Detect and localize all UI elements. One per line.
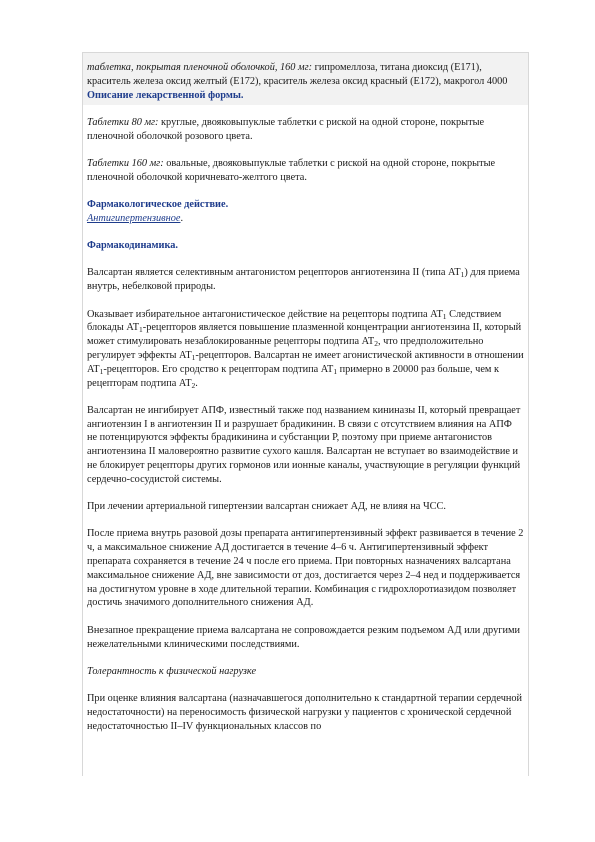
pd-paragraph-1 [87, 266, 524, 294]
pd-paragraph-3: Валсартан не ингибирует АПФ, известный также под названием кининазы II, который превращает ангиотензин I в ангиотензин II и разрушает брадикинин. В связи с отсутствием влияния на АПФ не потенцируются эффекты брадикинина и субстанции Р, поэтому при приеме антагонистов ангиотензина II маловероятно развитие сухого кашля. Валсартан не вступает во взаимодействие и не блокирует рецепторы других гормонов или ионные каналы, участвующие в регуляции функций сердечно-сосудистой системы. [87, 404, 521, 485]
pd-p2-text-c: -рецепторов является повышение плазменной концентрации ангиотензина II, который может стимулировать незаблокированные рецепторы подтипа AT [87, 322, 522, 348]
pd-p2-text-h: . [195, 377, 198, 389]
pd-p2-sub-1: 1 [442, 311, 447, 321]
composition-paragraph [87, 61, 524, 89]
pd-p2-sub-6: 1 [333, 366, 338, 376]
pd-p2-text-b: Следствием блокады AT [87, 308, 502, 334]
pd-paragraph-7: При оценке влияния валсартана (назначавшегося дополнительно к стандартной терапии сердечной недостаточности) на переносимость физической нагрузки у пациентов с хронической сердечной недостаточностью II–IV функциональных классов по [87, 693, 523, 732]
pd-p1-text-b: ) для приема внутрь, небелковой природы. [87, 267, 520, 293]
pd-p1-text-a: Валсартан является селективным антагонистом рецепторов ангиотензина II (типа AT [87, 267, 461, 279]
pharm-action-heading: Фармакологическое действие. [87, 199, 229, 211]
tablet-80-label: Таблетки 80 мг: [87, 116, 159, 128]
pd-p1-sub: 1 [460, 270, 465, 280]
tablet-160-paragraph [87, 157, 524, 185]
pd-p2-text-g: примерно в 20000 раз больше, чем к рецепторам подтипа AT [87, 363, 499, 389]
pd-p2-text-a: Оказывает избирательное антагонистическое действие на рецепторы подтипа AT [87, 308, 443, 320]
composition-label: таблетка, покрытая пленочной оболочкой, 160 мг: [87, 62, 313, 73]
pd-p2-sub-7: 2 [191, 380, 196, 390]
pd-paragraph-2 [87, 308, 524, 391]
pharm-action-line [87, 212, 524, 226]
form-description-heading: Описание лекарственной формы. [87, 89, 244, 101]
pd-p2-sub-3: 2 [374, 339, 378, 349]
pd-paragraph-4: При лечении артериальной гипертензии валсартан снижает АД, не влияя на ЧСС. [87, 501, 446, 513]
pd-p2-text-e: -рецепторов. Валсартан не имеет агонистической активности в отношении AT [87, 349, 524, 375]
pd-p2-text-f: -рецепторов. Его сродство к рецепторам подтипа AT [103, 363, 334, 375]
tablet-160-label: Таблетки 160 мг: [87, 157, 164, 169]
tablet-80-paragraph [87, 116, 524, 144]
pharmacodynamics-heading: Фармакодинамика. [87, 240, 178, 252]
tablet-80-text: круглые, двояковыпуклые таблетки с риской на одной стороне, покрытые пленочной оболочкой розового цвета. [87, 116, 485, 142]
exercise-tolerance-subheading: Толерантность к физической нагрузке [87, 665, 257, 677]
tablet-160-text: овальные, двояковыпуклые таблетки с риской на одной стороне, покрытые пленочной оболочкой коричневато-желтого цвета. [87, 157, 496, 183]
pd-p2-text-d: , что предположительно регулирует эффекты AT [87, 336, 484, 361]
pd-p2-sub-4: 1 [191, 352, 196, 362]
pd-p2-sub-5: 1 [99, 366, 104, 376]
composition-text: гипромеллоза, титана диоксид (Е171), краситель железа оксид желтый (Е172), краситель железа оксид красный (Е172), макрогол 4000 [87, 62, 508, 87]
pharm-action-link[interactable]: Антигипертензивное [87, 212, 181, 224]
pd-paragraph-5: После приема внутрь разовой дозы препарата антигипертензивный эффект развивается в течение 2 ч, а максимальное снижение АД достигается в течение 4–6 ч. Антигипертензивный эффект препарата сохраняется в течение 24 ч после его приема. При повторных назначениях валсартана максимальное снижение АД, вне зависимости от доз, достигается через 2–4 нед и поддерживается на достигнутом уровне в ходе длительной терапии. Комбинация с гидрохлоротиазидом позволяет достичь значимого дополнительного снижения АД. [87, 528, 524, 609]
pd-p2-sub-2: 1 [139, 325, 143, 335]
pd-paragraph-6: Внезапное прекращение приема валсартана не сопровождается резким подъемом АД или другими нежелательными клиническими последствиями. [87, 624, 520, 650]
pharm-action-link-suffix: . [180, 212, 184, 224]
document-content [82, 52, 529, 776]
